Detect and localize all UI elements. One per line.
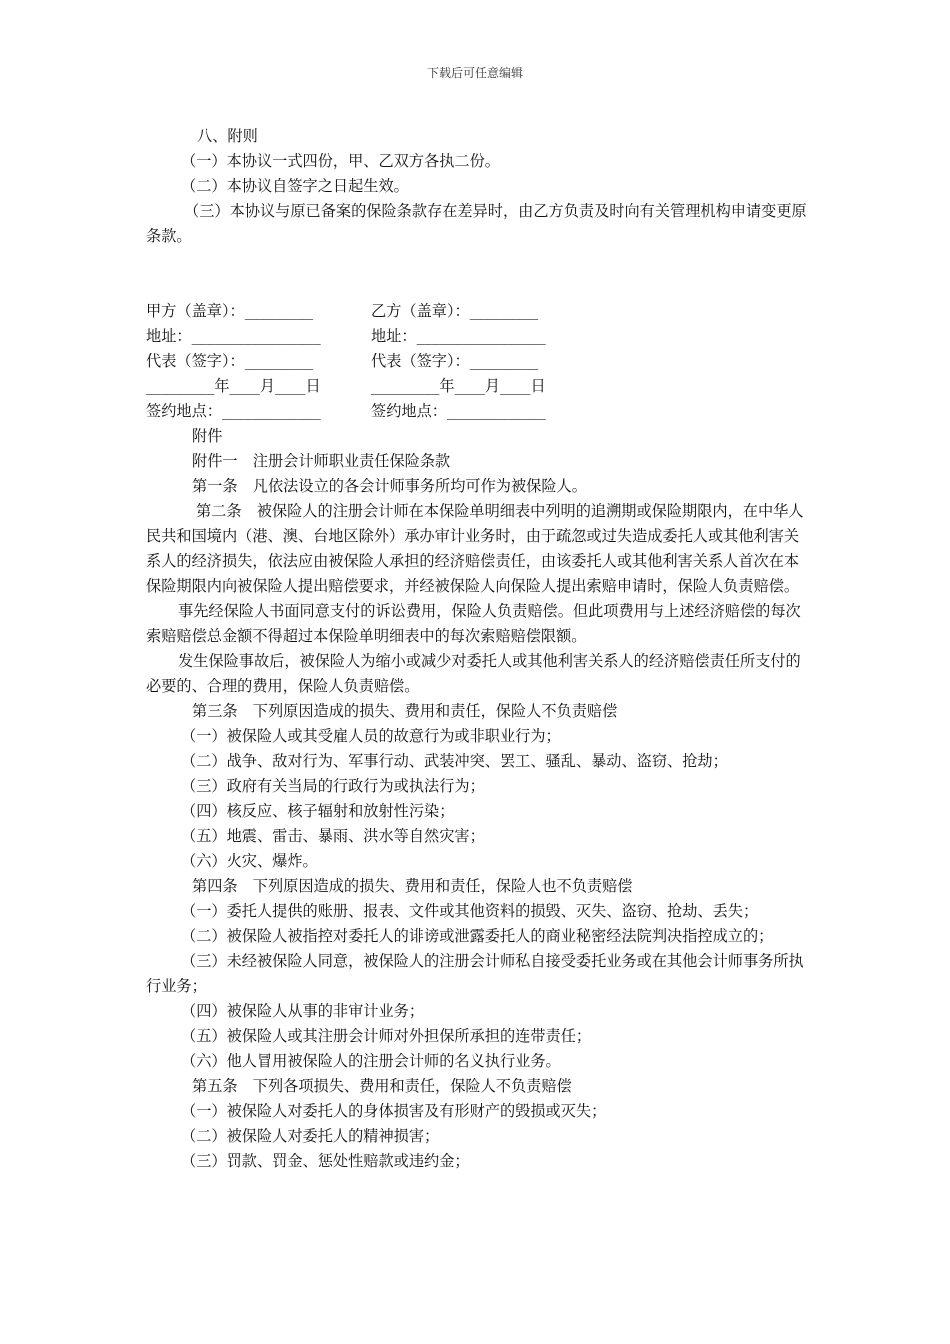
party-b-representative: 代表（签字）：_________ [371,352,539,370]
attachment-label: 附件 [192,427,223,445]
list-item: （三）罚款、罚金、惩处性赔款或违约金； [181,1152,470,1170]
list-item: （二）战争、敌对行为、军事行动、武装冲突、罢工、骚乱、暴动、盗窃、抢劫； [181,752,728,770]
list-item: （三）政府有关当局的行政行为或执法行为； [181,777,485,795]
party-a-place: 签约地点：_____________ [146,402,321,420]
list-item: （二）被保险人被指控对委托人的诽谤或泄露委托人的商业秘密经法院判决指控成立的； [181,927,774,945]
list-item: （三）未经被保险人同意，被保险人的注册会计师私自接受委托业务或在其他会计师事务所执行业务； [146,952,804,995]
list-item: （六）他人冒用被保险人的注册会计师的名义执行业务。 [181,1052,561,1070]
party-a-address: 地址：_________________ [146,327,321,345]
party-a-date: _________年____月____日 [146,377,321,395]
list-item: （二）被保险人对委托人的精神损害； [181,1127,440,1145]
list-item: （一）被保险人对委托人的身体损害及有形财产的毁损或灭失； [181,1102,607,1120]
article-4: 第四条 下列原因造成的损失、费用和责任，保险人也不负责赔偿 [192,877,633,895]
list-item: （四）核反应、核子辐射和放射性污染； [181,802,455,820]
clause: （二）本协议自签字之日起生效。 [181,177,409,195]
party-b-address: 地址：_________________ [371,327,546,345]
article-3: 第三条 下列原因造成的损失、费用和责任，保险人不负责赔偿 [192,702,618,720]
attachment-title: 附件一 注册会计师职业责任保险条款 [192,452,451,470]
signature-block [146,299,810,424]
clause: （三）本协议与原已备案的保险条款存在差异时，由乙方负责及时向有关管理机构申请变更原条款。 [146,202,807,245]
clause: （一）本协议一式四份，甲、乙双方各执二份。 [181,152,500,170]
party-b-date: _________年____月____日 [371,377,546,395]
article-2-paragraph: 发生保险事故后，被保险人为缩小或减少对委托人或其他利害关系人的经济赔偿责任所支付的必要的、合理的费用，保险人负责赔偿。 [146,652,801,695]
party-a-representative: 代表（签字）：_________ [146,352,314,370]
document-body [146,124,810,1174]
party-a-seal: 甲方（盖章）：_________ [146,302,314,320]
list-item: （五）被保险人或其注册会计师对外担保所承担的连带责任； [181,1027,592,1045]
list-item: （一）委托人提供的账册、报表、文件或其他资料的损毁、灭失、盗窃、抢劫、丢失； [181,902,759,920]
party-b-seal: 乙方（盖章）：_________ [371,302,539,320]
article-2: 第二条 被保险人的注册会计师在本保险单明细表中列明的追溯期或保险期限内，在中华人民共和国境内（港、澳、台地区除外）承办审计业务时，由于疏忽或过失造成委托人或其他利害关系人的经济损失，依法应由被保险人承担的经济赔偿责任，由该委托人或其他利害关系人首次在本保险期限内向被保险人提出赔偿要求，并经被保险人向保险人提出索赔申请时，保险人负责赔偿。 [146,502,804,595]
article-5: 第五条 下列各项损失、费用和责任，保险人不负责赔偿 [192,1077,572,1095]
list-item: （四）被保险人从事的非审计业务； [181,1002,424,1020]
page-header: 下载后可任意编辑 [426,66,523,80]
section-title: 八、附则 [197,127,258,145]
list-item: （六）火灾、爆炸。 [181,852,318,870]
list-item: （五）地震、雷击、暴雨、洪水等自然灾害； [181,827,485,845]
list-item: （一）被保险人或其受雇人员的故意行为或非职业行为； [181,727,561,745]
article-1: 第一条 凡依法设立的各会计师事务所均可作为被保险人。 [192,477,587,495]
party-b-place: 签约地点：_____________ [371,402,546,420]
article-2-paragraph: 事先经保险人书面同意支付的诉讼费用，保险人负责赔偿。但此项费用与上述经济赔偿的每次索赔赔偿总金额不得超过本保险单明细表中的每次索赔赔偿限额。 [146,602,801,645]
